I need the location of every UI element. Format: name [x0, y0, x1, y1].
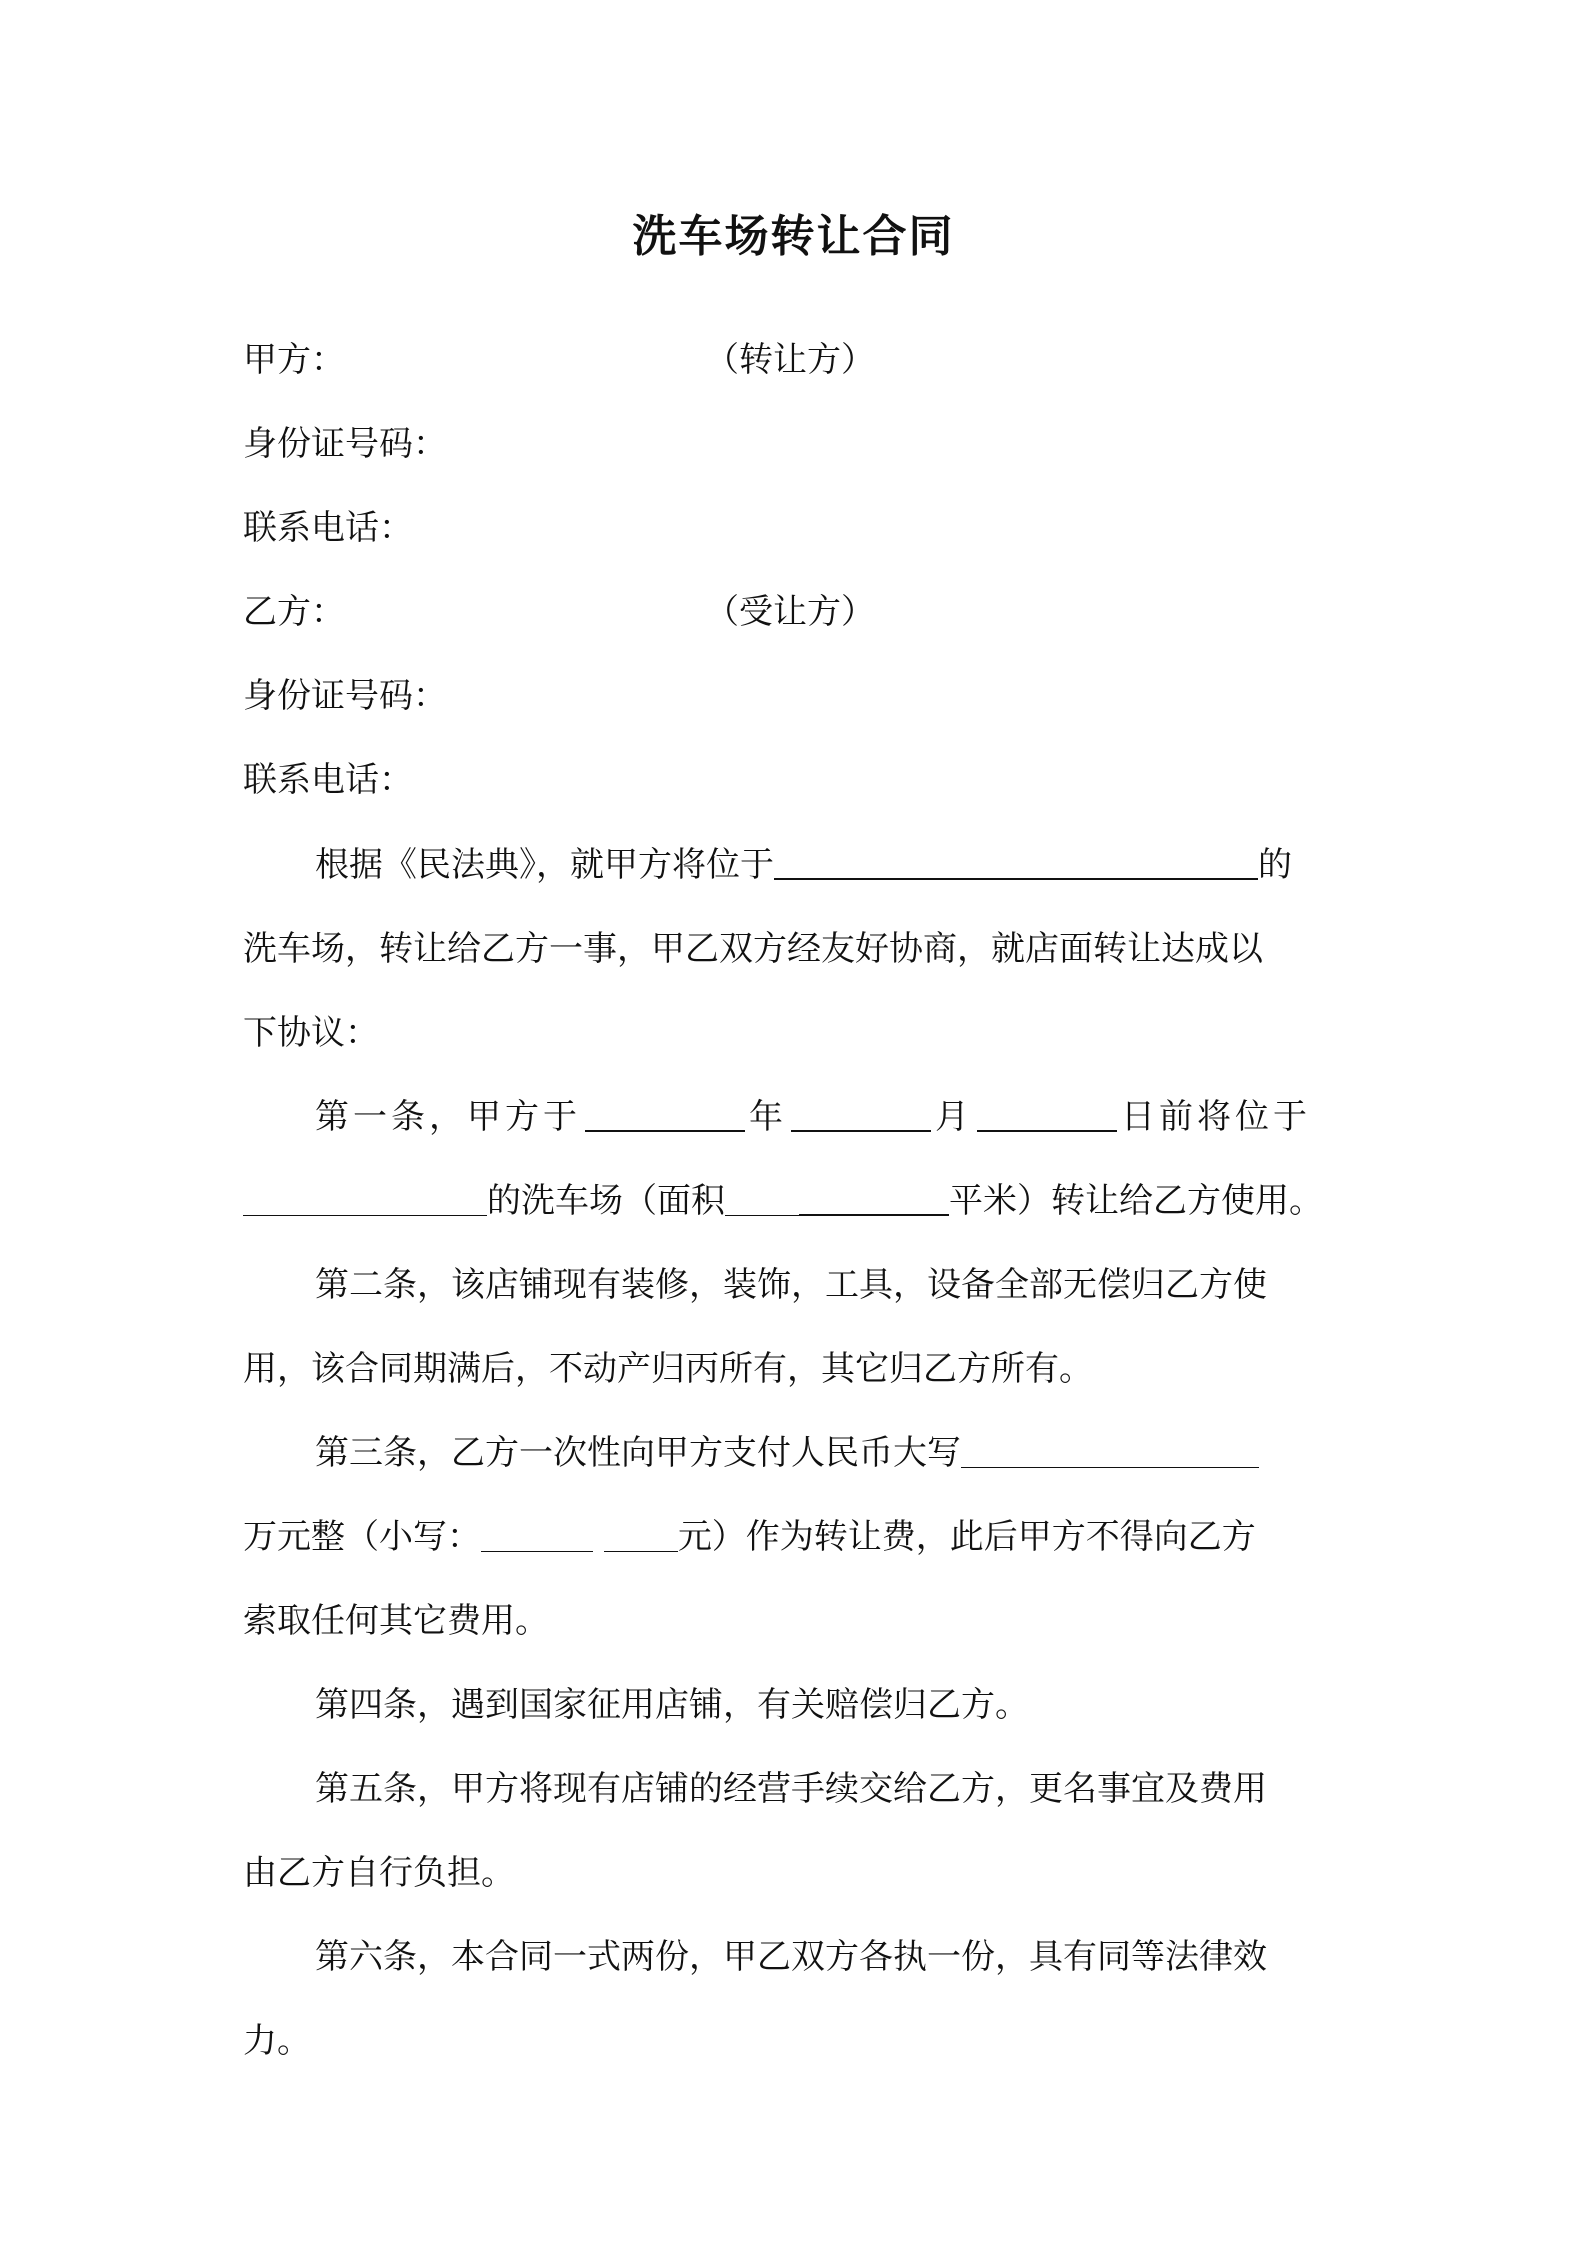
- article-4-line-1: 第四条，遇到国家征用店铺，有关赔偿归乙方。: [315, 1685, 1029, 1725]
- art3-text-a: 第三条，乙方一次性向甲方支付人民币大写: [315, 1433, 961, 1473]
- article-2-line-1: 第二条，该店铺现有装修，装饰，工具，设备全部无偿归乙方使: [315, 1265, 1267, 1305]
- article-6-line-1: 第六条，本合同一式两份，甲乙双方各执一份，具有同等法律效: [315, 1937, 1267, 1977]
- intro-text-1: 根据《民法典》，就甲方将位于: [315, 845, 774, 885]
- amount-number-blank-2: [604, 1517, 678, 1552]
- art1-text-e: 的洗车场（面积: [487, 1181, 725, 1221]
- intro-line-2: 洗车场，转让给乙方一事，甲乙双方经友好协商，就店面转让达成以: [243, 929, 1263, 969]
- party-a-id-label: 身份证号码：: [243, 424, 447, 464]
- art3-text-c: 元）作为转让费，此后甲方不得向乙方: [677, 1517, 1256, 1557]
- day-blank: [977, 1096, 1117, 1132]
- party-b-role: （受让方）: [705, 592, 875, 632]
- party-a-label: 甲方：: [243, 340, 345, 380]
- art1-text-a: 第一条，甲方于: [315, 1097, 581, 1137]
- document-title: 洗车场转让合同: [632, 211, 955, 262]
- art3-text-b: 万元整（小写：: [243, 1517, 481, 1557]
- area-blank-2: [799, 1180, 949, 1216]
- article-1-line-1: [315, 1095, 1311, 1139]
- party-b-label: 乙方：: [243, 592, 345, 632]
- art1-text-d: 日前将位于: [1121, 1097, 1311, 1137]
- amount-number-blank-1: [481, 1517, 593, 1552]
- art1-text-b: 年: [749, 1097, 787, 1137]
- article-1-line-2: [243, 1179, 1323, 1223]
- party-b-phone-label: 联系电话：: [243, 760, 413, 800]
- article-3-line-2: [243, 1515, 1256, 1559]
- art1-text-f: 平米）转让给乙方使用。: [949, 1181, 1323, 1221]
- area-blank-1: [725, 1181, 799, 1216]
- article-5-line-2: 由乙方自行负担。: [243, 1853, 515, 1893]
- art1-text-c: 月: [935, 1097, 973, 1137]
- month-blank: [791, 1096, 931, 1132]
- article-5-line-1: 第五条，甲方将现有店铺的经营手续交给乙方，更名事宜及费用: [315, 1769, 1267, 1809]
- article-6-line-2: 力。: [243, 2021, 311, 2061]
- intro-line-3: 下协议：: [243, 1013, 379, 1053]
- article-3-line-1: [315, 1431, 1259, 1475]
- intro-line-1: [315, 843, 1292, 887]
- intro-text-2: 的: [1258, 845, 1292, 885]
- article-3-line-3: 索取任何其它费用。: [243, 1601, 549, 1641]
- year-blank: [585, 1096, 745, 1132]
- party-a-role: （转让方）: [705, 340, 875, 380]
- address-blank: [243, 1181, 487, 1216]
- location-blank: [774, 844, 1258, 880]
- party-b-id-label: 身份证号码：: [243, 676, 447, 716]
- article-2-line-2: 用，该合同期满后，不动产归丙所有，其它归乙方所有。: [243, 1349, 1093, 1389]
- amount-words-blank: [961, 1433, 1259, 1468]
- party-a-phone-label: 联系电话：: [243, 508, 413, 548]
